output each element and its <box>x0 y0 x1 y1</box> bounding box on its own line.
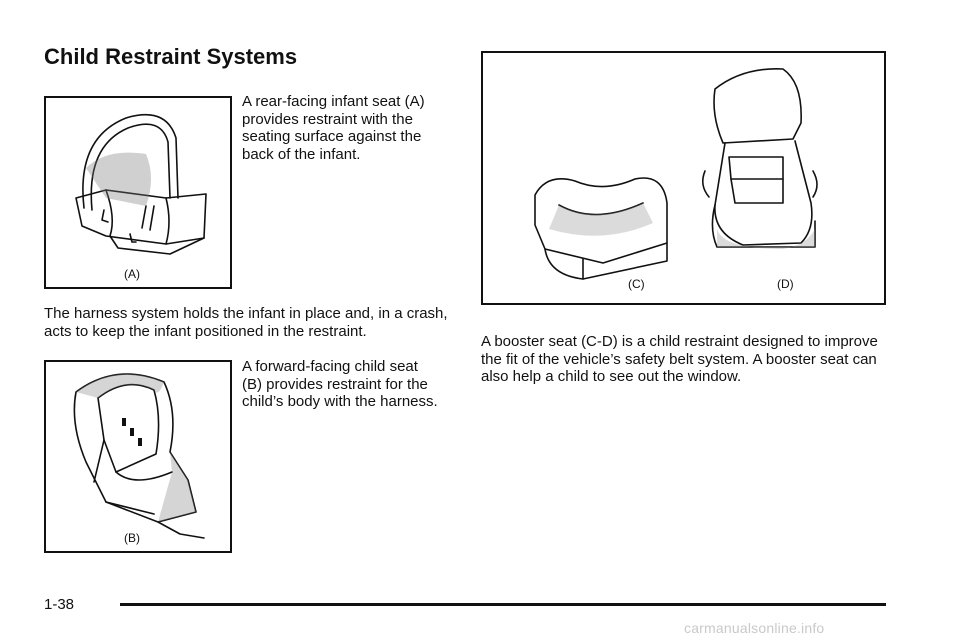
watermark: carmanualsonline.info <box>684 620 825 636</box>
figure-d-label: (D) <box>777 277 794 291</box>
footer-rule <box>120 603 886 606</box>
figure-c-label: (C) <box>628 277 645 291</box>
figure-a-label: (A) <box>124 267 140 281</box>
figure-a-rear-facing-infant-seat <box>44 96 232 289</box>
figure-b-forward-facing-child-seat <box>44 360 232 553</box>
forward-facing-child-seat-illustration <box>46 362 230 551</box>
forward-facing-text: A forward-facing child seat (B) provides restraint for the child’s body with the harness. <box>242 358 438 410</box>
rear-facing-infant-seat-illustration <box>46 98 230 287</box>
figure-b-label: (B) <box>124 531 140 545</box>
figure-cd-booster-seats <box>481 51 886 305</box>
booster-seats-illustration <box>483 53 884 303</box>
harness-text: The harness system holds the infant in place and, in a crash, acts to keep the infant positioned in the restraint. <box>44 305 448 340</box>
page-number: 1-38 <box>44 596 75 613</box>
page-title: Child Restraint Systems <box>44 44 298 69</box>
booster-text: A booster seat (C-D) is a child restraint designed to improve the fit of the vehicle’s safety belt system. A booster seat can also help a child to see out the window. <box>481 333 878 385</box>
rear-facing-text: A rear-facing infant seat (A) provides restraint with the seating surface against the back of the infant. <box>242 93 425 163</box>
